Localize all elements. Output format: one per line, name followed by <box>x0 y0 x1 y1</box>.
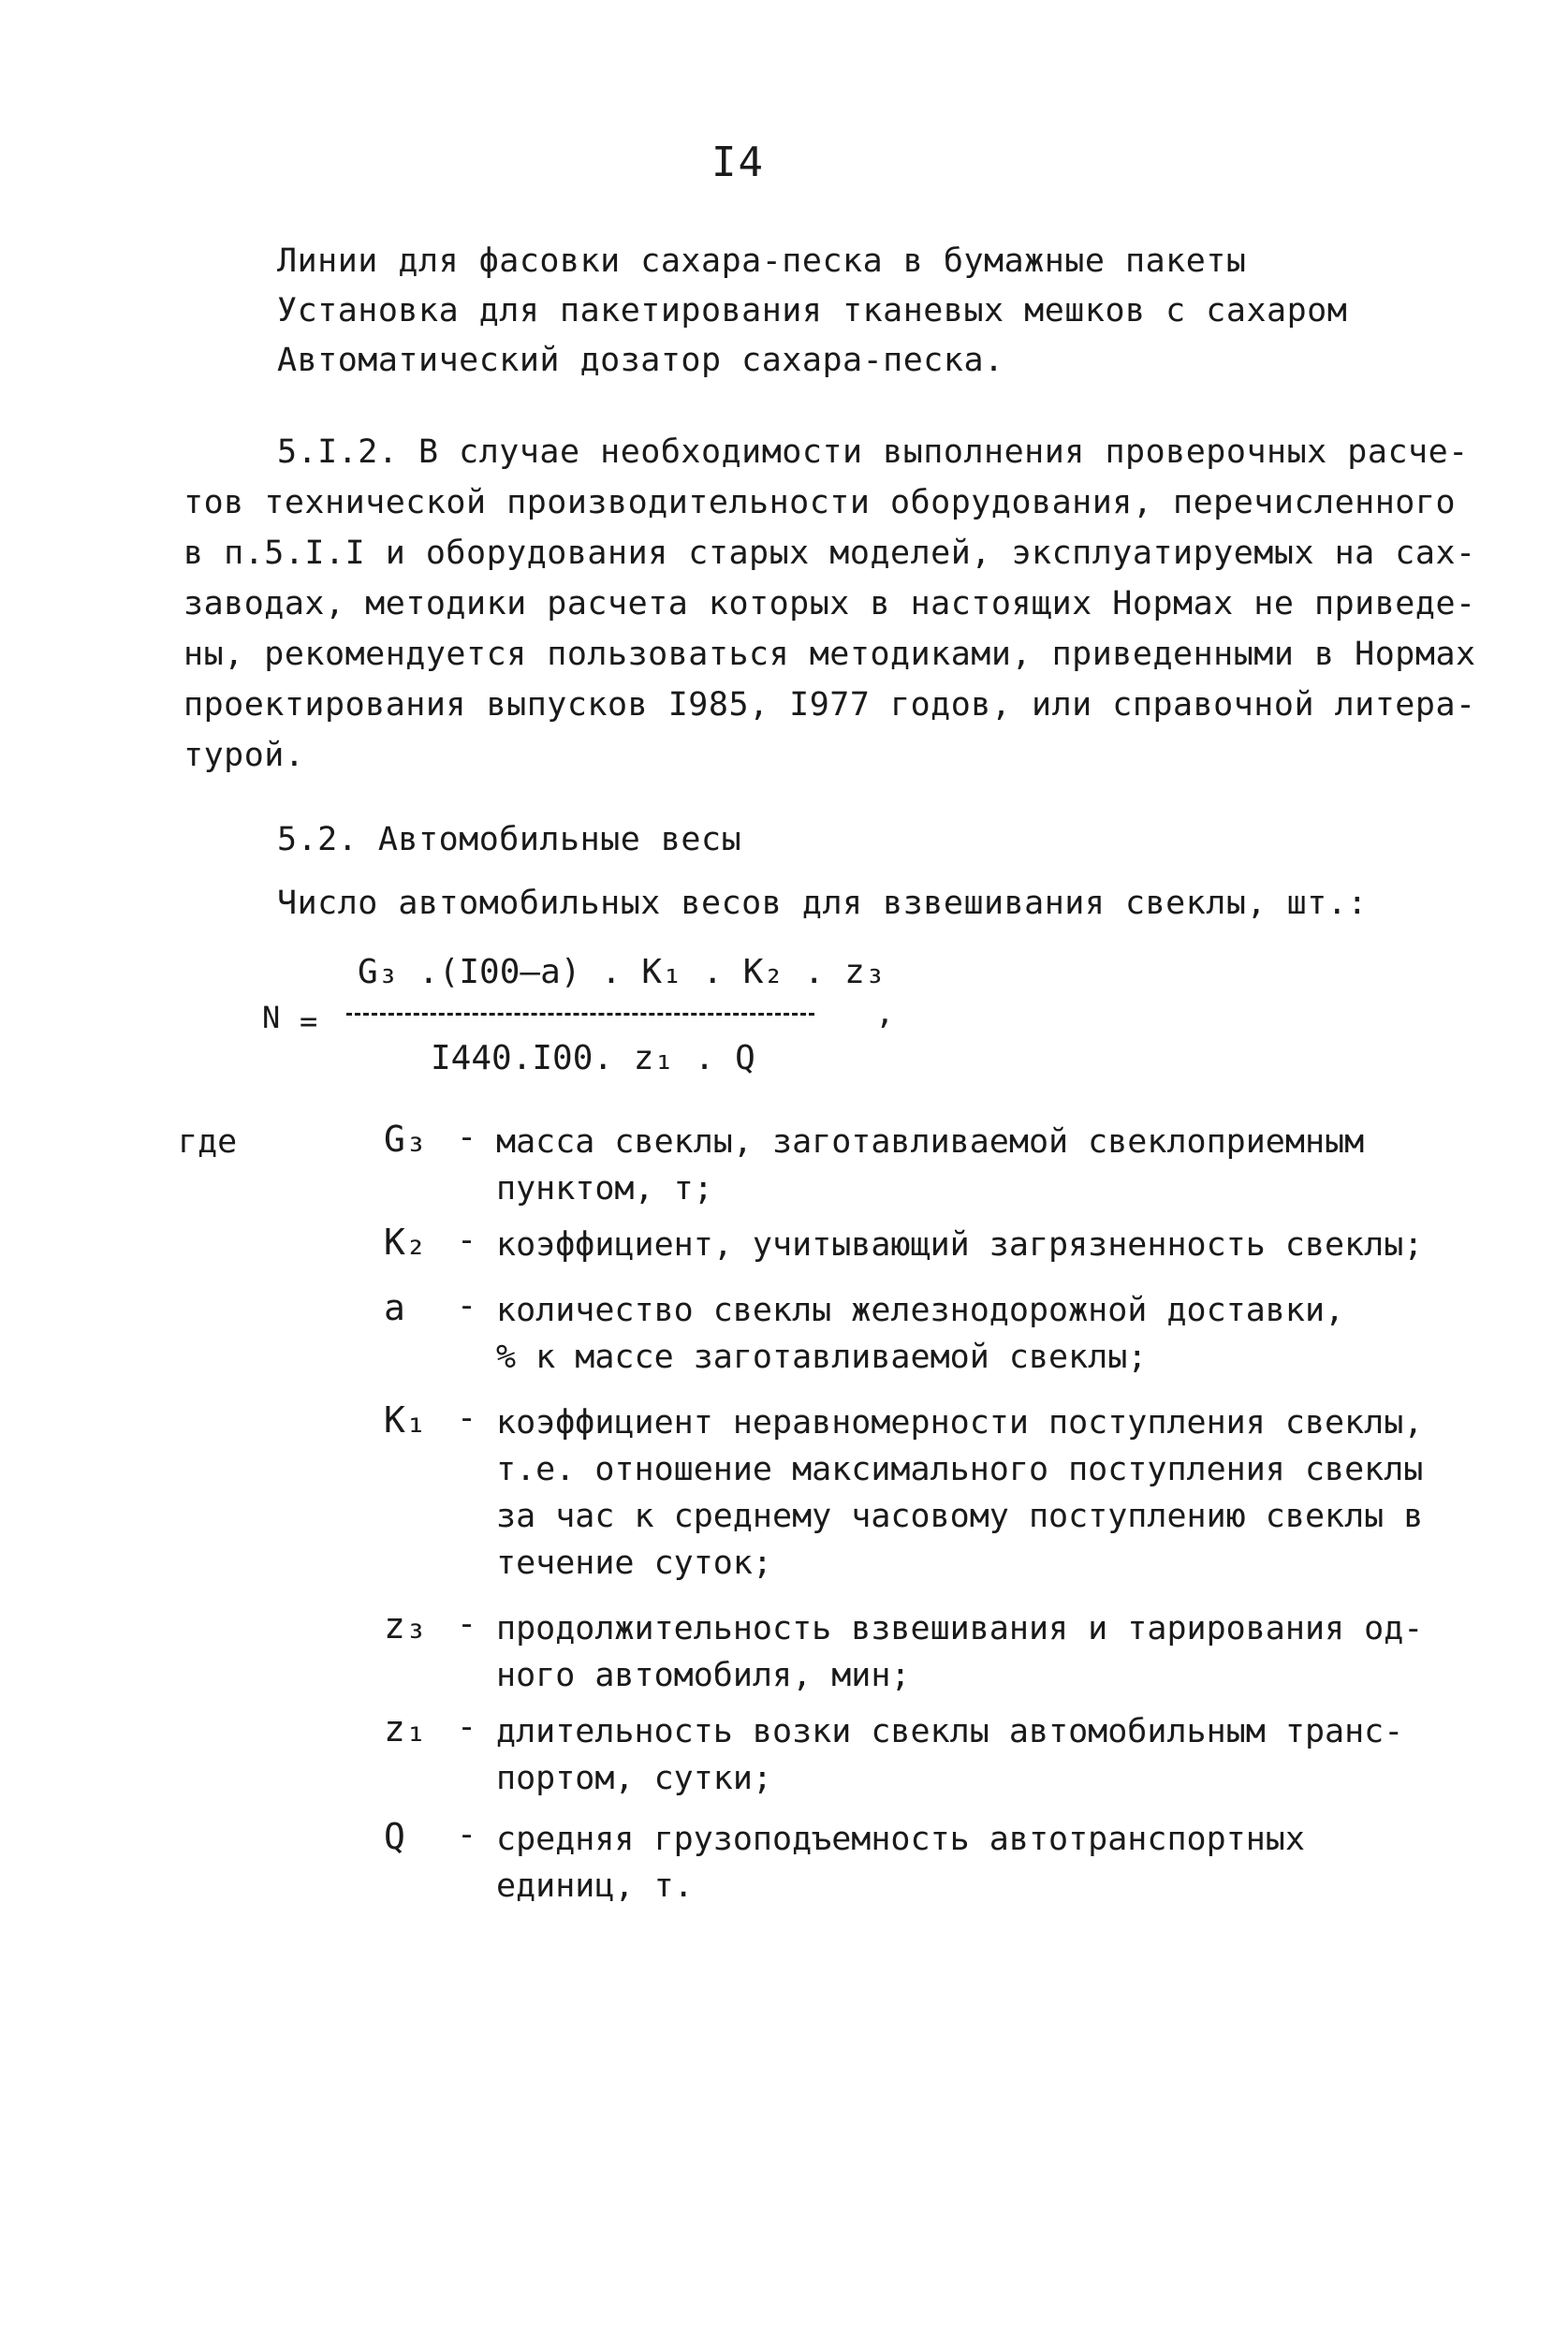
definition-symbol: z₃ <box>384 1605 427 1647</box>
equipment-line: Линии для фасовки сахара-песка в бумажные пакеты <box>277 242 1247 280</box>
paragraph-line: тов технической производительности оборудования, перечисленного <box>183 484 1457 521</box>
page-number: I4 <box>711 139 765 186</box>
definition-text: количество свеклы железнодорожной доставки, % к массе заготавливаемой свеклы; <box>496 1292 1345 1376</box>
definition-text: коэффициент неравномерности поступления свеклы, т.е. отношение максимального поступления свеклы за час к среднему часовому поступлению свеклы в течение суток; <box>496 1404 1424 1582</box>
paragraph-line: в п.5.I.I и оборудования старых моделей, эксплуатируемых на сах- <box>183 534 1476 572</box>
section-heading: 5.2. Автомобильные весы <box>277 821 742 858</box>
equipment-line: Установка для пакетирования тканевых мешков с сахаром <box>277 292 1348 329</box>
definition-symbol: G₃ <box>384 1119 427 1160</box>
paragraph-line: проектирования выпусков I985, I977 годов, или справочной литера- <box>183 686 1476 724</box>
intro-text: Число автомобильных весов для взвешивания свеклы, шт.: <box>277 885 1368 922</box>
paragraph-line: 5.I.2. В случае необходимости выполнения проверочных расче- <box>277 433 1469 471</box>
definition-symbol: z₁ <box>384 1708 427 1749</box>
paragraph-line: турой. <box>183 737 305 774</box>
definition-dash: - <box>457 1119 477 1156</box>
definition-symbol: Q <box>384 1816 405 1857</box>
formula-trailing: , <box>875 994 895 1032</box>
definition-dash: - <box>457 1222 477 1259</box>
definition-dash: - <box>457 1287 477 1325</box>
definition-text: средняя грузоподъемность автотранспортных единиц, т. <box>496 1821 1305 1905</box>
definition-symbol: K₂ <box>384 1222 427 1263</box>
definition-text: масса свеклы, заготавливаемой свеклоприемным пунктом, т; <box>496 1123 1365 1208</box>
where-label: где <box>178 1123 238 1161</box>
definition-text: продолжительность взвешивания и тарирования од- ного автомобиля, мин; <box>496 1610 1424 1694</box>
definition-symbol: K₁ <box>384 1399 427 1441</box>
paragraph-line: ны, рекомендуется пользоваться методиками, приведенными в Нормах <box>183 636 1476 673</box>
definition-dash: - <box>457 1816 477 1853</box>
paragraph-line: заводах, методики расчета которых в настоящих Нормах не приведе- <box>183 585 1476 622</box>
formula <box>253 945 964 1076</box>
formula-numerator: G₃ .(I00–a) . K₁ . K₂ . z₃ <box>358 953 886 991</box>
definition-symbol: a <box>384 1287 405 1328</box>
formula-denominator: I440.I00. z₁ . Q <box>431 1039 755 1077</box>
fraction-bar <box>346 1013 814 1016</box>
definition-dash: - <box>457 1605 477 1643</box>
definition-dash: - <box>457 1399 477 1437</box>
formula-equals: = <box>300 1003 318 1039</box>
definition-text: коэффициент, учитывающий загрязненность свеклы; <box>496 1226 1424 1264</box>
formula-lhs: N <box>262 1000 281 1035</box>
definition-text: длительность возки свеклы автомобильным транс- портом, сутки; <box>496 1713 1404 1797</box>
equipment-line: Автоматический дозатор сахара-песка. <box>277 342 1004 379</box>
definition-dash: - <box>457 1708 477 1746</box>
